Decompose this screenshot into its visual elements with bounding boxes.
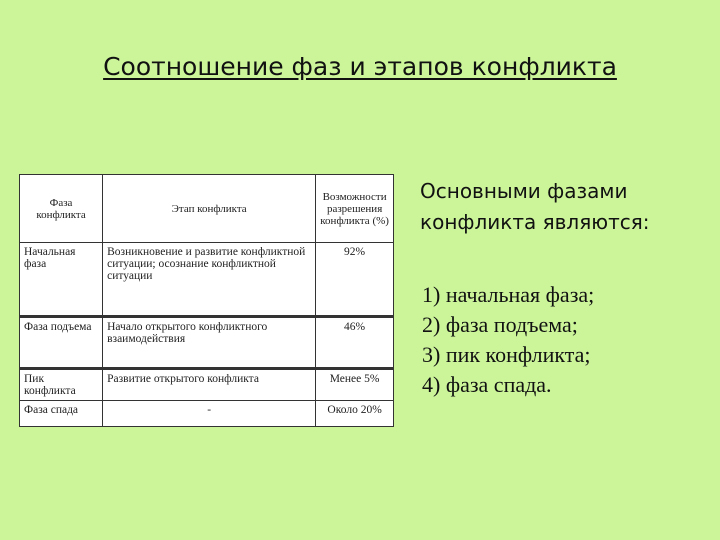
list-item: 2) фаза подъема;	[422, 312, 578, 337]
table-row	[20, 401, 394, 427]
table-row	[20, 243, 394, 317]
table-header-row	[20, 175, 394, 243]
phases-heading: Основными фазами конфликта являются:	[420, 179, 650, 234]
table-row	[20, 317, 394, 369]
header-possibility: Возможности разрешения конфликта (%)	[316, 175, 394, 243]
cell-stage: Начало открытого конфликтного взаимодействия	[103, 317, 316, 369]
header-phase: Фаза конфликта	[20, 175, 103, 243]
cell-percent: 92%	[316, 243, 394, 317]
header-stage: Этап конфликта	[103, 175, 316, 243]
cell-percent: 46%	[316, 317, 394, 369]
cell-phase: Начальная фаза	[20, 243, 103, 317]
cell-percent: Менее 5%	[316, 369, 394, 401]
list-item: 4) фаза спада.	[422, 372, 552, 397]
cell-percent: Около 20%	[316, 401, 394, 427]
list-item: 1) начальная фаза;	[422, 282, 595, 307]
phase-list	[422, 280, 594, 400]
list-item: 3) пик конфликта;	[422, 342, 591, 367]
table-row	[20, 369, 394, 401]
phase-stage-table	[19, 174, 394, 427]
cell-phase: Фаза спада	[20, 401, 103, 427]
cell-phase: Пик конфликта	[20, 369, 103, 401]
slide-title	[0, 52, 720, 81]
cell-stage: Развитие открытого конфликта	[103, 369, 316, 401]
cell-phase: Фаза подъема	[20, 317, 103, 369]
slide-title-text: Соотношение фаз и этапов конфликта	[103, 52, 617, 81]
cell-stage: Возникновение и развитие конфликтной ситуации; осознание конфликтной ситуации	[103, 243, 316, 317]
cell-stage: -	[103, 401, 316, 427]
